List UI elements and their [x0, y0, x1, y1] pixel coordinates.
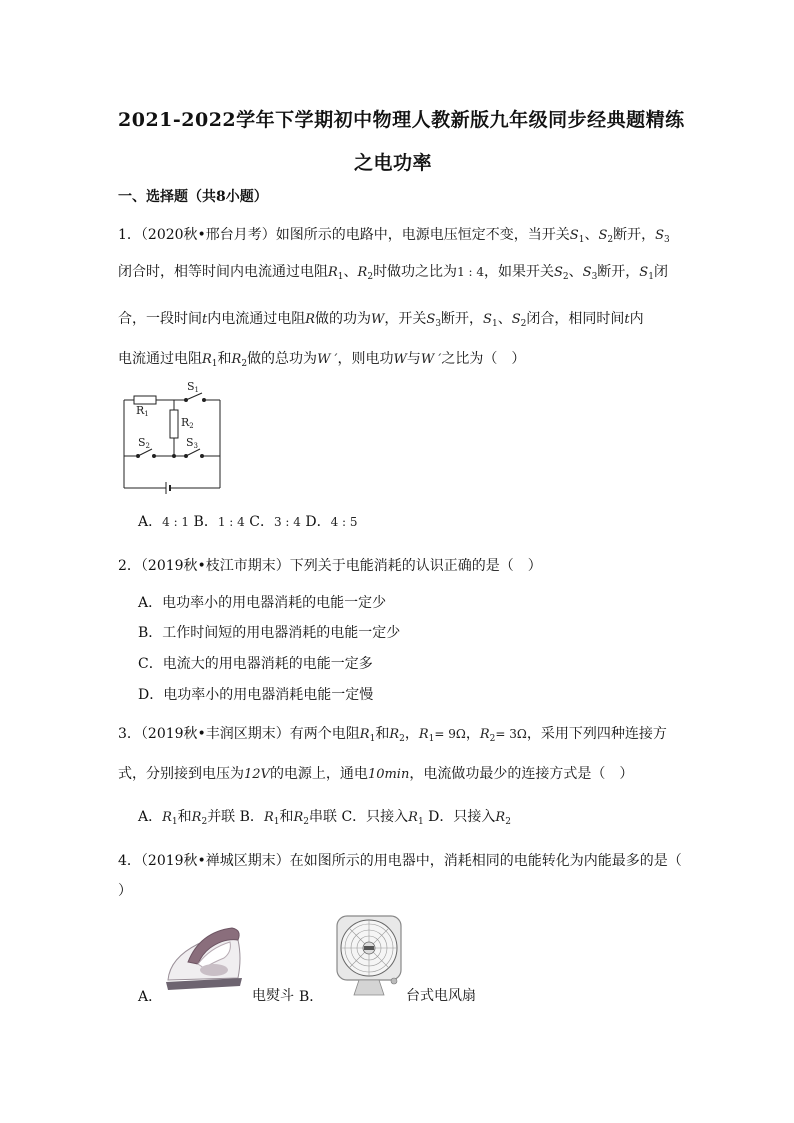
q1-line1: 1．（2020秋•邢台月考）如图所示的电路中，电源电压恒定不变，当开关$S_1$、$S_2$断开，$S_3$	[118, 227, 670, 245]
circuit-diagram	[118, 378, 230, 496]
resistor-r1	[134, 396, 156, 404]
section-heading: 一、选择题（共8小题）	[118, 189, 268, 205]
iron-label: 电熨斗	[252, 988, 294, 1004]
page-title-line2: 之电功率	[354, 152, 433, 174]
q1-line3: 合，一段时间t内电流通过电阻R做的功为W，开关$S_3$断开，$S_1$、$S_2$闭合，相同时间t内	[118, 311, 644, 329]
q3-line2: 式，分别接到电压为12V的电源上，通电10min，电流做功最少的连接方式是（ ）	[118, 766, 634, 782]
q2-option-d: D．电功率小的用电器消耗电能一定慢	[138, 687, 374, 703]
q2-stem: 2．（2019秋•枝江市期末）下列关于电能消耗的认识正确的是（ ）	[118, 558, 542, 574]
q3-options: A．$R_1$和$R_2$并联 B．$R_1$和$R_2$串联 C．只接入$R_1$ D．只接入$R_2$	[138, 809, 511, 827]
svg-text:S3: S3	[186, 436, 199, 450]
resistor-r2	[170, 410, 178, 438]
electric-iron-image	[158, 918, 246, 998]
desk-fan-image	[334, 913, 404, 999]
q3-line1: 3．（2019秋•丰润区期末）有两个电阻$R_1$和$R_2$，$R_1= 9\Omega$，$R_2= 3\Omega$，采用下列四种连接方	[118, 726, 667, 744]
switch-s1	[186, 393, 202, 400]
svg-text:R2: R2	[181, 416, 194, 430]
q1-line4: 电流通过电阻$R_1$和$R_2$做的总功为W ′，则电功W与W ′之比为（ ）	[118, 351, 526, 369]
svg-text:R1: R1	[136, 404, 149, 418]
q2-option-c: C．电流大的用电器消耗的电能一定多	[138, 656, 373, 672]
switch-s3	[186, 449, 200, 456]
q2-option-b: B．工作时间短的用电器消耗的电能一定少	[138, 625, 401, 641]
q4-option-b-label: B．	[299, 989, 324, 1005]
q4-option-a-label: A．	[138, 989, 163, 1005]
svg-text:S2: S2	[138, 436, 151, 450]
q4-line2: ）	[118, 883, 132, 899]
q1-line2: 闭合时，相等时间内电流通过电阻$R_1$、$R_2$时做功之比为1 : 4，如果开关$S_2$、$S_3$断开，$S_1$闭	[118, 264, 668, 282]
q1-options: A．4 : 1 B．1 : 4 C．3 : 4 D．4 : 5	[138, 514, 358, 530]
page-title-line1: 2021-2022学年下学期初中物理人教新版九年级同步经典题精练	[118, 109, 685, 131]
q4-line1: 4．（2019秋•禅城区期末）在如图所示的用电器中，消耗相同的电能转化为内能最多的是（	[118, 853, 682, 869]
switch-s2	[138, 449, 152, 456]
fan-label: 台式电风扇	[406, 988, 476, 1004]
q2-option-a: A．电功率小的用电器消耗的电能一定少	[138, 595, 387, 611]
svg-text:S1: S1	[187, 380, 200, 394]
